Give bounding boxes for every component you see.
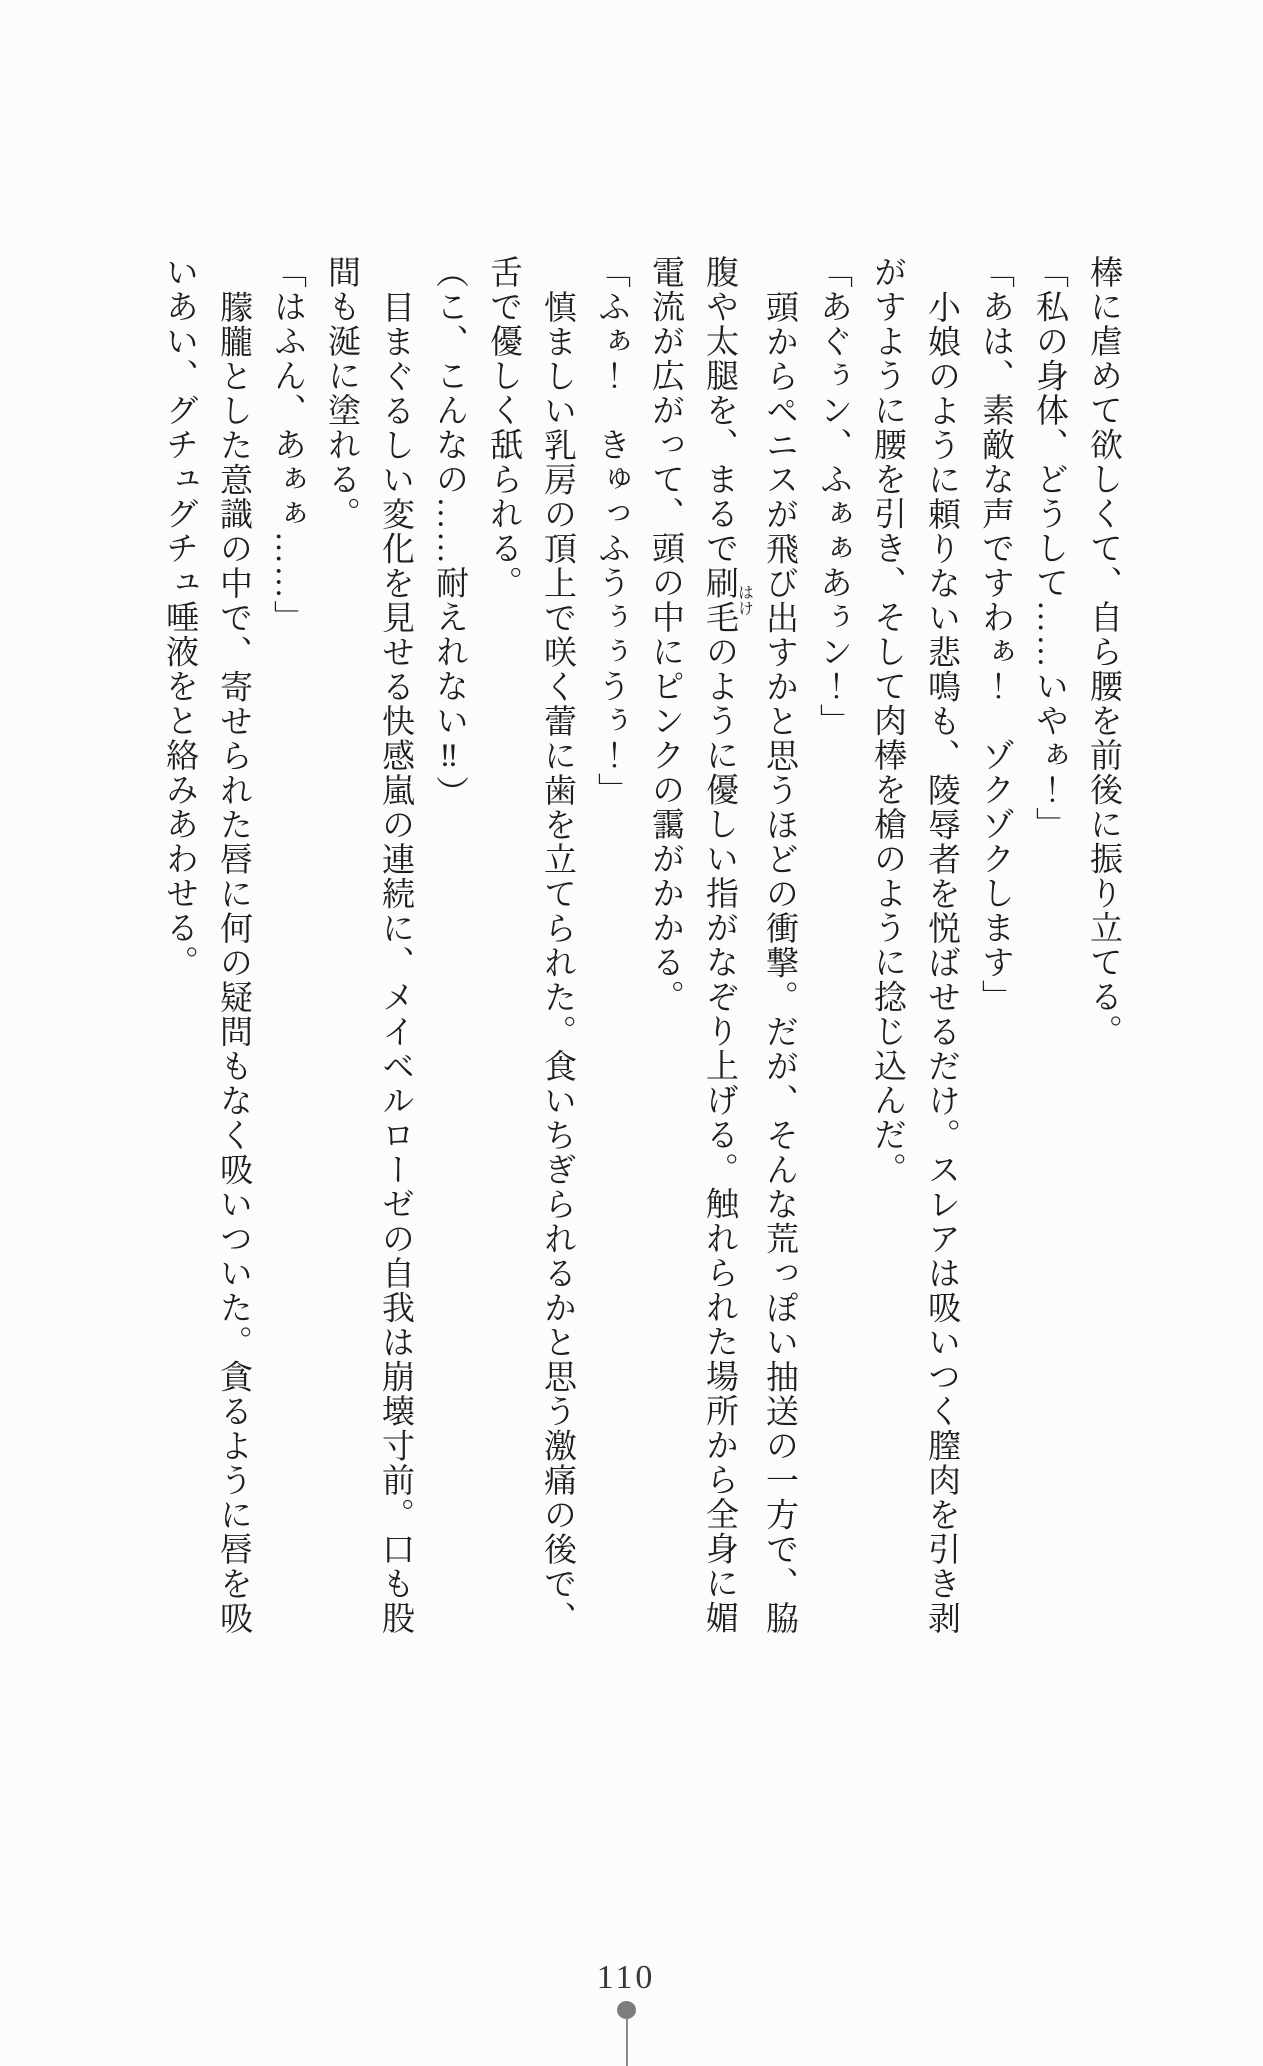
text-line: 小娘のように頼りない悲鳴も、陵辱者を悦ばせるだけ。スレアは吸いつく膣肉を引き剥 (923, 289, 959, 1635)
page-number: 110 (596, 1959, 656, 1996)
text-line: （こ、こんなの……耐えれない‼） (431, 255, 467, 810)
text-line: 頭からペニスが飛び出すかと思うほどの衝撃。だが、そんな荒っぽい抽送の一方で、脇 (761, 289, 797, 1635)
text-line: 腹や太腿を、まるで刷毛はけのように優しい指がなぞり上げる。触れられた場所から全身に媚 (701, 255, 753, 1635)
text-line: 「私の身体、どうして……いやぁ！」 (1031, 255, 1067, 842)
text-line: 目まぐるしい変化を見せる快感嵐の連続に、メイベルローゼの自我は崩壊寸前。口も股 (377, 289, 413, 1635)
text-line: 棒に虐めて欲しくて、自ら腰を前後に振り立てる。 (1085, 255, 1121, 1049)
text-line: 電流が広がって、頭の中にピンクの靄がかかる。 (647, 255, 683, 1014)
text-line: 「あぐぅン、ふぁぁあぅン！」 (815, 255, 851, 738)
text-line: 「ふぁ！ きゅっふうぅぅうぅ！」 (593, 255, 629, 807)
footer-rule-ornament (626, 2018, 628, 2066)
ruby-annotated-word: 刷毛はけ (701, 565, 753, 635)
text-line: 舌で優しく舐られる。 (485, 255, 521, 600)
text-line: 「あは、素敵な声ですわぁ！ ゾクゾクします」 (977, 255, 1013, 1014)
furigana: はけ (735, 565, 753, 635)
text-line: がすように腰を引き、そして肉棒を槍のように捻じ込んだ。 (869, 255, 905, 1187)
text-line: いあい、グチュグチュ唾液をと絡みあわせる。 (161, 255, 197, 980)
page-text-block (152, 255, 1130, 1641)
text-line: 間も涎に塗れる。 (323, 255, 359, 531)
footer-dot-ornament (617, 2001, 636, 2019)
text-line: 「はふん、あぁぁ……」 (269, 255, 305, 635)
text-line: 慎ましい乳房の頂上で咲く蕾に歯を立てられた。食いちぎられるかと思う激痛の後で、 (539, 289, 575, 1635)
text-line: 朦朧とした意識の中で、寄せられた唇に何の疑問もなく吸いついた。貪るように唇を吸 (215, 289, 251, 1635)
